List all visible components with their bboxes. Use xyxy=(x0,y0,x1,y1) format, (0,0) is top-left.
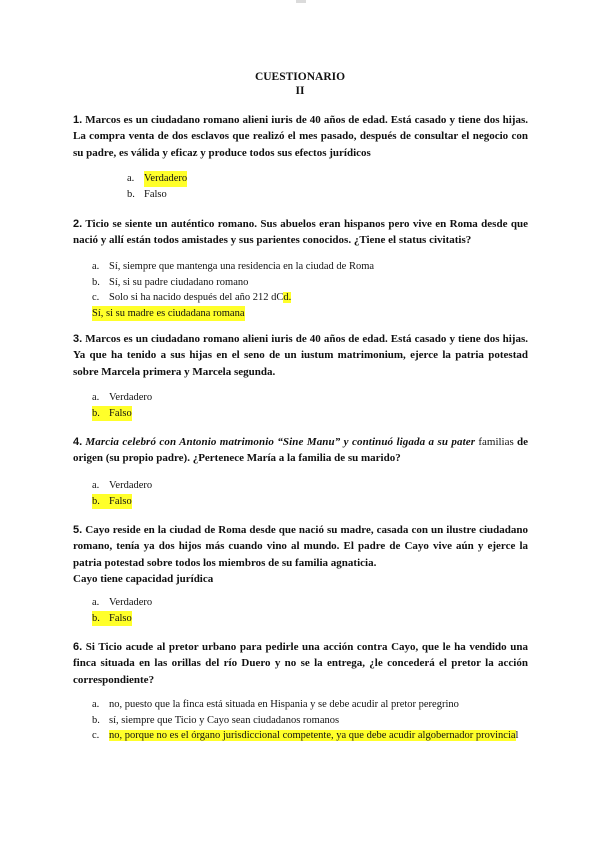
option-a[interactable] xyxy=(92,259,374,275)
question-2 xyxy=(73,216,528,249)
option-text: Verdadero xyxy=(109,392,153,403)
option-a[interactable] xyxy=(92,390,152,406)
option-highlight xyxy=(92,406,132,422)
question-text-script: Marcia celebró con Antonio matrimonio “Sine Manu” y continuó ligada a su pater xyxy=(85,436,476,448)
option-text xyxy=(109,728,519,744)
document-title: CUESTIONARIO xyxy=(254,71,346,83)
question-6 xyxy=(73,639,528,688)
option-c[interactable] xyxy=(92,728,519,744)
option-b[interactable] xyxy=(92,494,152,510)
question-text: Marcos es un ciudadano romano alieni iuris de 40 años de edad. Está casado y tiene dos hijas. La compra venta de dos esclavos que realizó el mes pasado, después de consultar el negocio con su padre, es válida y eficaz y produce todos sus efectos jurídicos xyxy=(73,114,528,159)
option-text xyxy=(109,290,291,306)
question-number: 5. xyxy=(73,524,83,536)
question-text: Si Ticio acude al pretor urbano para pedirle una acción contra Cayo, que le ha vendido una finca situada en las orillas del río Duero y no se la entrega, ¿le concederá el pretor la acción correspondiente? xyxy=(73,641,528,686)
header-mark xyxy=(296,0,306,3)
option-text-plain: Solo si ha nacido después del año 212 dC xyxy=(109,292,284,303)
option-letter: b. xyxy=(92,714,100,726)
option-a[interactable] xyxy=(127,171,187,187)
option-c[interactable] xyxy=(92,290,374,306)
option-letter: a. xyxy=(127,173,135,184)
option-a[interactable] xyxy=(92,595,152,611)
option-text-selected: Verdadero xyxy=(144,171,187,187)
option-letter: b. xyxy=(92,276,100,288)
option-letter: c. xyxy=(92,292,100,303)
option-text: no, puesto que la finca está situada en Hispania y se debe acudir al pretor peregrino xyxy=(109,699,459,710)
option-letter: a. xyxy=(92,597,100,608)
question-text: Ticio se siente un auténtico romano. Sus abuelos eran hispanos pero vive en Roma desde que nació y allí están todos amistades y sus parientes conocidos. ¿Tiene el status civitatis? xyxy=(73,218,528,247)
question-2-options xyxy=(92,259,374,321)
option-text: Sí, siempre que mantenga una residencia en la ciudad de Roma xyxy=(109,261,375,272)
option-b[interactable] xyxy=(92,406,152,422)
option-letter: a. xyxy=(92,392,100,403)
statement-text: Cayo tiene capacidad jurídica xyxy=(73,573,214,585)
option-a[interactable] xyxy=(92,697,519,713)
answer-line xyxy=(92,306,374,322)
option-letter: b. xyxy=(92,495,100,507)
question-3-options xyxy=(92,390,152,421)
question-1-options xyxy=(127,171,187,202)
option-text: Sí, si su padre ciudadano romano xyxy=(109,276,249,288)
option-text: Falso xyxy=(144,188,167,200)
question-4 xyxy=(73,434,528,467)
answer-text: Sí, si su madre es ciudadana romana xyxy=(92,306,245,322)
question-number: 4. xyxy=(73,436,83,448)
question-number: 6. xyxy=(73,641,83,653)
question-text-normal: familias xyxy=(475,436,514,448)
option-b[interactable] xyxy=(92,611,152,627)
question-text-line2: de origen (su propio padre). ¿Pertenece María a la familia de su marido? xyxy=(73,436,529,465)
option-letter: a. xyxy=(92,699,100,710)
question-text: Cayo reside en la ciudad de Roma desde que nació su madre, casada con un ilustre ciudadano romano, tenía ya dos hijos más cuando vino al mundo. El padre de Cayo vive aún y ejerce la patria potestad sobre todos los miembros de su familia agnaticia. xyxy=(73,524,529,569)
question-text: Marcos es un ciudadano romano alieni iuris de 40 años de edad. Está casado y tiene dos hijas. Ya que ha tenido a sus hijas en el seno de un iustum matrimonium, ejerce la patria potestad sobre Marcela primera y Marcela segunda. xyxy=(73,333,528,378)
question-5-options xyxy=(92,595,152,626)
option-text: Verdadero xyxy=(109,597,153,608)
option-text-highlight: d. xyxy=(283,292,292,303)
option-highlight xyxy=(92,494,132,510)
option-b[interactable] xyxy=(127,187,187,203)
option-text-selected: Falso xyxy=(109,407,132,419)
option-text: sí, siempre que Ticio y Cayo sean ciudadanos romanos xyxy=(109,714,340,726)
option-letter: c. xyxy=(92,730,100,741)
option-b[interactable] xyxy=(92,713,519,729)
option-letter: b. xyxy=(127,188,135,200)
question-6-options xyxy=(92,697,519,744)
option-letter: b. xyxy=(92,612,100,624)
question-5 xyxy=(73,522,528,571)
option-b[interactable] xyxy=(92,275,374,291)
option-text: Verdadero xyxy=(109,480,153,491)
question-5-statement xyxy=(73,571,528,587)
option-letter: a. xyxy=(92,480,100,491)
option-letter: a. xyxy=(92,261,100,272)
question-4-options xyxy=(92,478,152,509)
option-text-plain: l xyxy=(515,730,519,741)
question-number: 3. xyxy=(73,333,83,345)
document-subtitle: II xyxy=(295,85,305,97)
question-3 xyxy=(73,331,528,380)
option-text-highlight: no, porque no es el órgano jurisdiccional competente, ya que debe acudir algobernador provincia xyxy=(109,730,516,741)
option-letter: b. xyxy=(92,407,100,419)
option-text-selected: Falso xyxy=(109,612,132,624)
question-number: 1. xyxy=(73,114,83,126)
question-1 xyxy=(73,112,528,161)
option-highlight xyxy=(92,611,132,627)
option-a[interactable] xyxy=(92,478,152,494)
option-text-selected: Falso xyxy=(109,495,132,507)
question-number: 2. xyxy=(73,218,83,230)
